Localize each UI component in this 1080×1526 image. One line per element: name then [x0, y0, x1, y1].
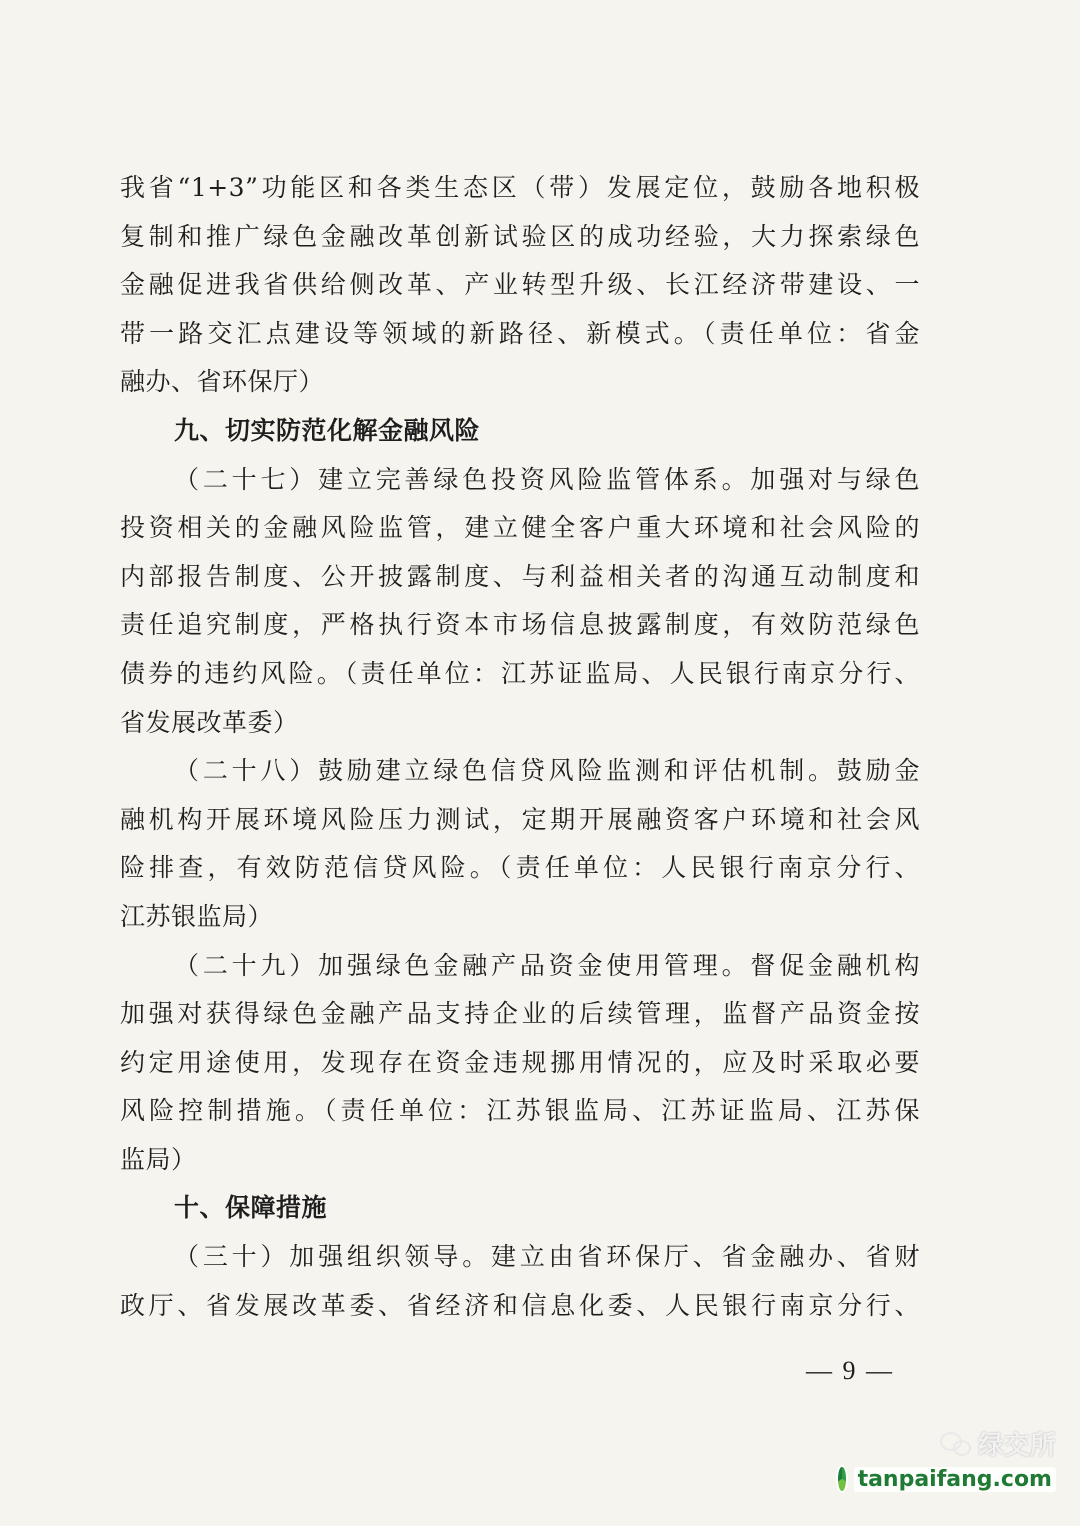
paragraph-27-line-3: 内部报告制度、公开披露制度、与利益相关者的沟通互动制度和: [120, 561, 920, 591]
paragraph-29-line-1: （二十九）加强绿色金融产品资金使用管理。督促金融机构: [174, 950, 920, 980]
body-line-5: 融办、省环保厅）: [120, 367, 325, 397]
paragraph-30-line-1: （三十）加强组织领导。建立由省环保厅、省金融办、省财: [174, 1242, 920, 1272]
watermark-brand: 绿交所: [977, 1430, 1056, 1461]
page-number: — 9 —: [806, 1356, 894, 1385]
paragraph-30-line-2: 政厅、省发展改革委、省经济和信息化委、人民银行南京分行、: [120, 1290, 920, 1320]
paragraph-28-line-1: （二十八）鼓励建立绿色信贷风险监测和评估机制。鼓励金: [174, 756, 920, 786]
leaf-logo-icon: [836, 1465, 848, 1493]
paragraph-27-line-2: 投资相关的金融风险监管，建立健全客户重大环境和社会风险的: [120, 513, 920, 543]
document-body: [120, 164, 920, 1330]
body-line-3: 金融促进我省供给侧改革、产业转型升级、长江经济带建设、一: [120, 270, 920, 300]
paragraph-29-line-4: 风险控制措施。（责任单位：江苏银监局、江苏证监局、江苏保: [120, 1096, 920, 1126]
paragraph-29-line-3: 约定用途使用，发现存在资金违规挪用情况的，应及时采取必要: [120, 1047, 920, 1077]
watermark-url-row: [836, 1462, 1056, 1496]
section-heading-9: 九、切实防范化解金融风险: [174, 415, 481, 445]
watermark-brand-row: [836, 1424, 1056, 1462]
paragraph-27-line-6: 省发展改革委）: [120, 707, 299, 737]
paragraph-28-line-3: 险排查，有效防范信贷风险。（责任单位：人民银行南京分行、: [120, 853, 920, 883]
paragraph-28-line-2: 融机构开展环境风险压力测试，定期开展融资客户环境和社会风: [120, 804, 920, 834]
section-heading-10: 十、保障措施: [174, 1193, 328, 1223]
paragraph-28-line-4: 江苏银监局）: [120, 901, 274, 931]
body-line-1: 我省“1+3”功能区和各类生态区（带）发展定位，鼓励各地积极: [120, 173, 920, 202]
body-line-4: 带一路交汇点建设等领域的新路径、新模式。（责任单位：省金: [120, 318, 920, 348]
paragraph-29-line-2: 加强对获得绿色金融产品支持企业的后续管理，监督产品资金按: [120, 999, 920, 1029]
paragraph-27-line-4: 责任追究制度，严格执行资本市场信息披露制度，有效防范绿色: [120, 610, 920, 640]
watermark: [836, 1424, 1056, 1504]
paragraph-27-line-5: 债券的违约风险。（责任单位：江苏证监局、人民银行南京分行、: [120, 658, 920, 688]
wechat-icon: [940, 1430, 970, 1456]
paragraph-29-line-5: 监局）: [120, 1144, 197, 1174]
watermark-url: tanpaifang.com: [854, 1467, 1056, 1492]
body-line-2: 复制和推广绿色金融改革创新试验区的成功经验，大力探索绿色: [120, 221, 920, 251]
paragraph-27-line-1: （二十七）建立完善绿色投资风险监管体系。加强对与绿色: [174, 464, 920, 494]
